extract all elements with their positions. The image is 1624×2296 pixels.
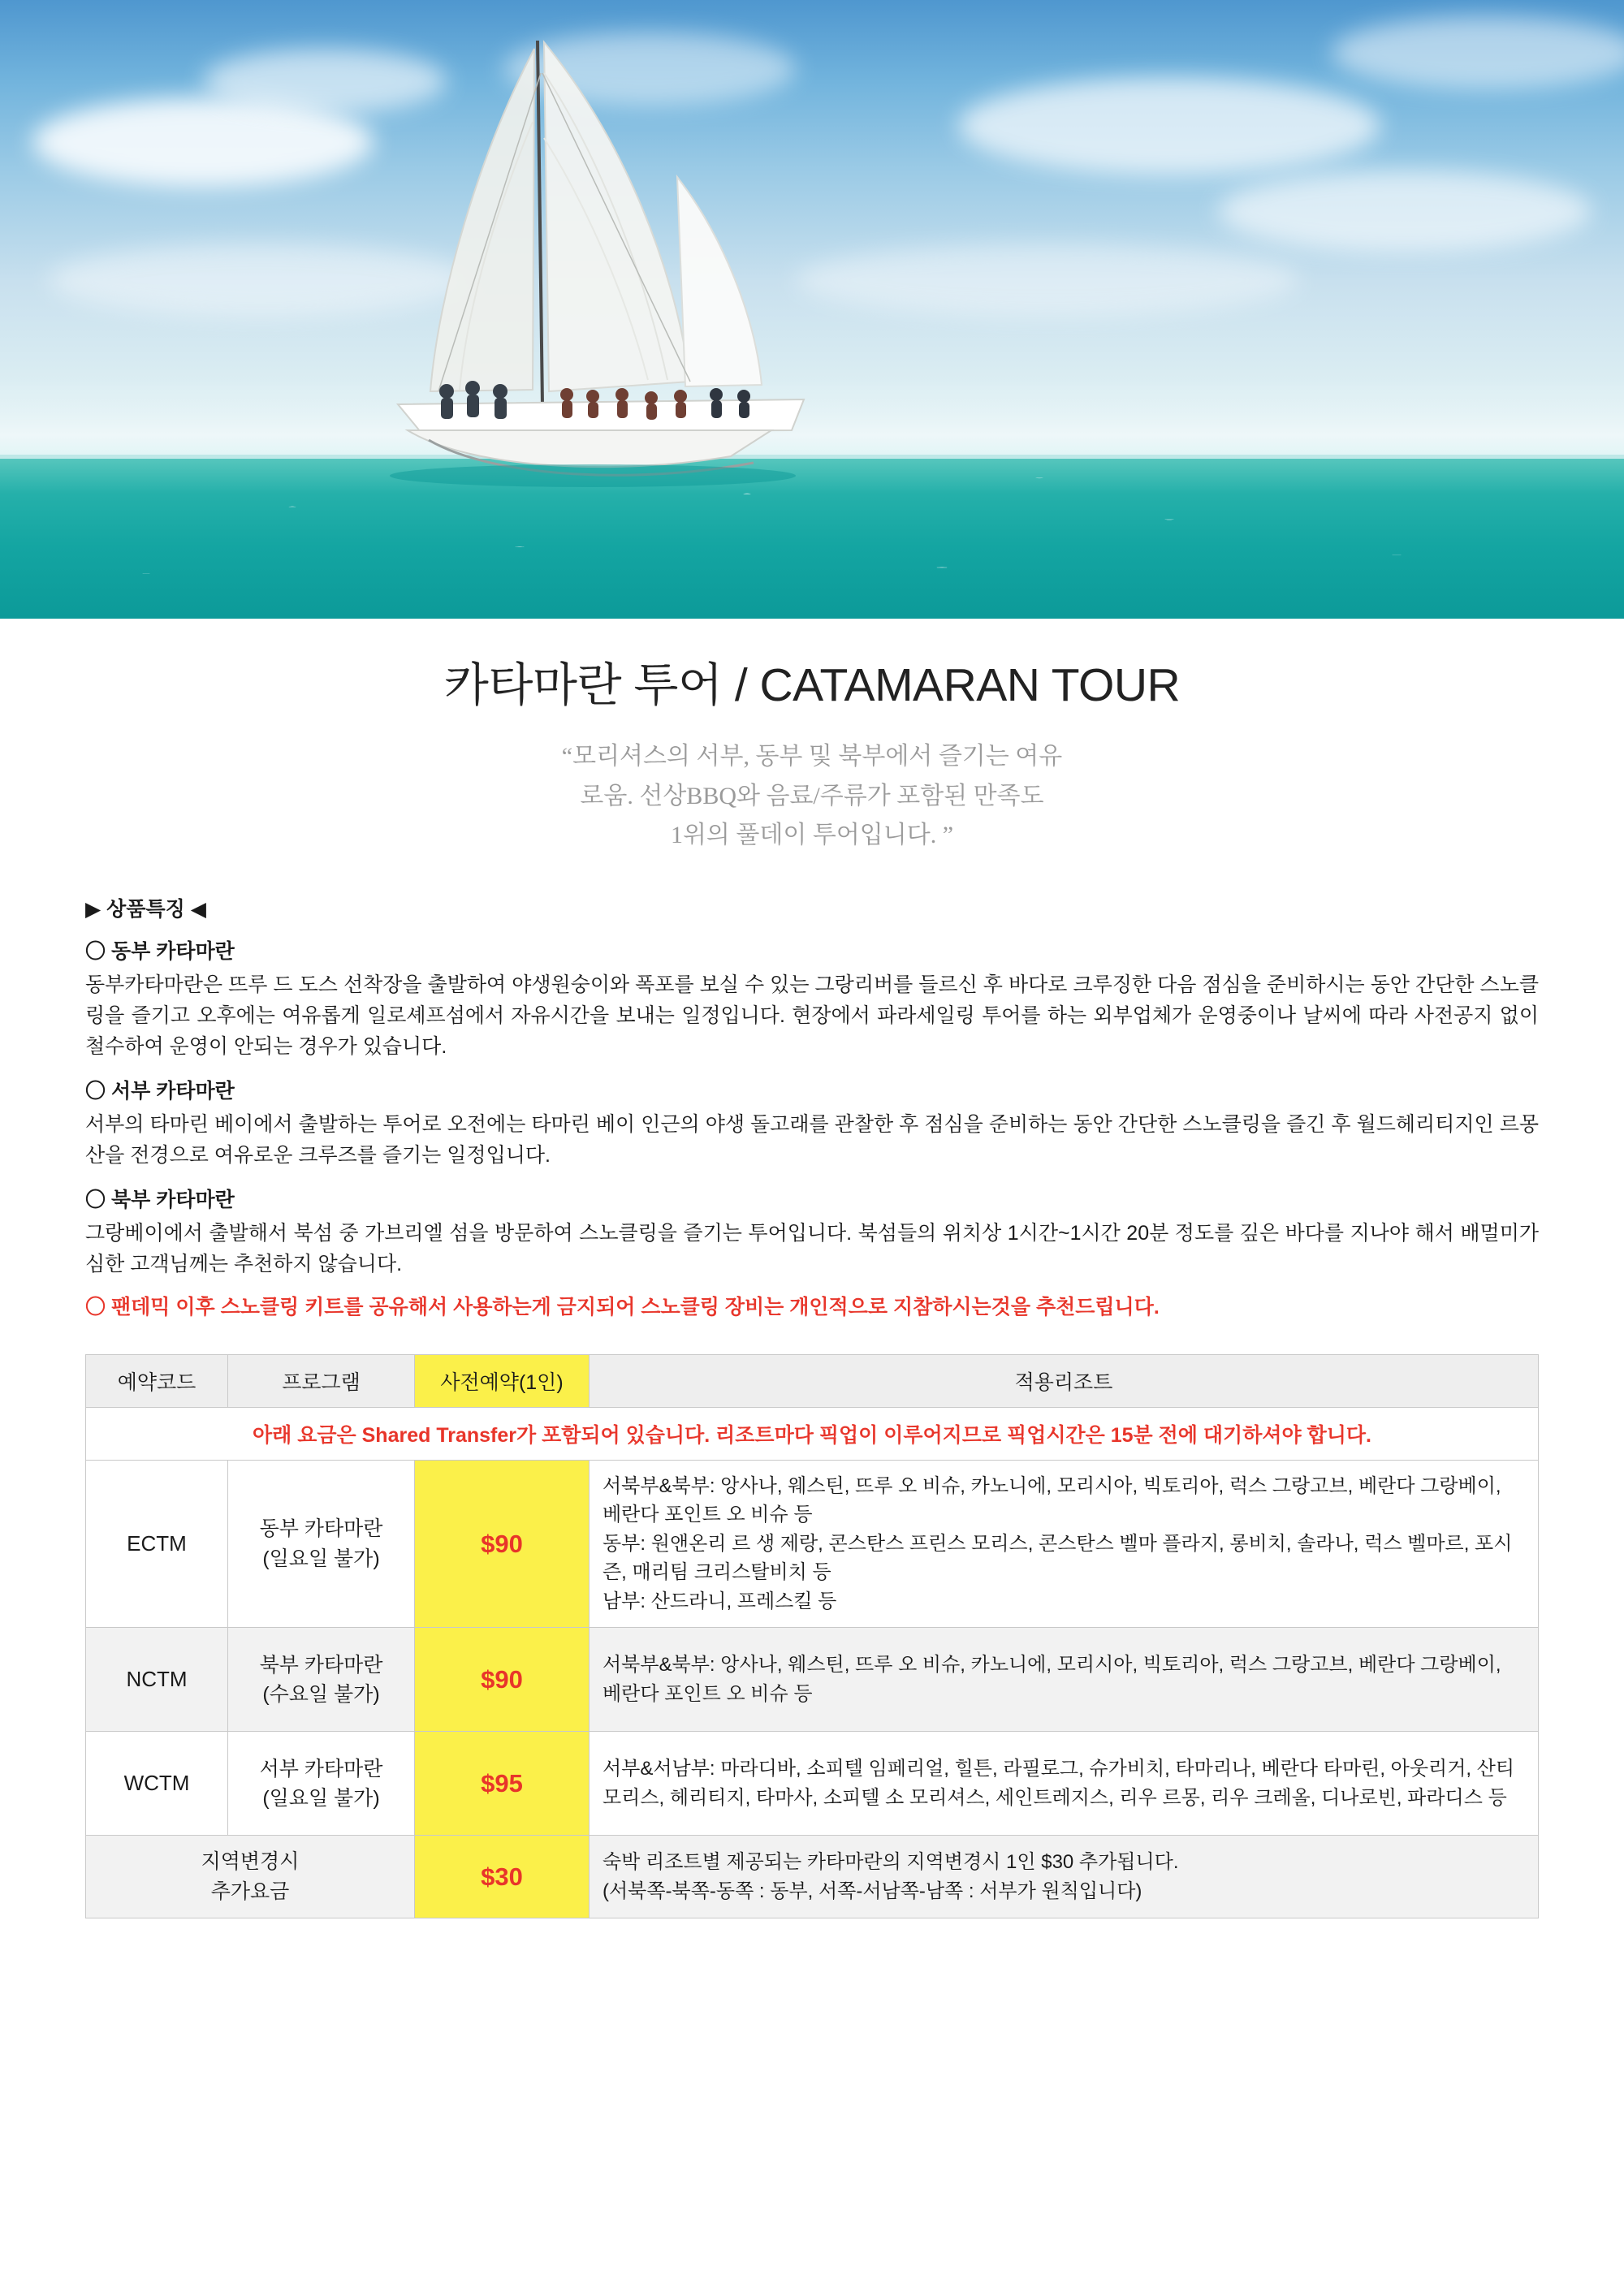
row-program-nctm [228, 1628, 415, 1732]
catamaran-illustration [349, 24, 934, 511]
quote-line-2: 로움. 선상BBQ와 음료/주류가 포함된 만족도 [580, 782, 1044, 809]
resort-line: 서부&서남부: 마라디바, 소피텔 임페리얼, 힐튼, 라필로그, 슈가비치, 타마리나, 베란다 타마린, 아웃리거, 산티모리스, 헤리티지, 타마사, 소피텔 소 모리셔스, 세인트레지스, 리우 르몽, 리우 크레올, 디나로빈, 파라디스 등 [603, 1758, 1515, 1809]
quote-line-1: “모리셔스의 서부, 동부 및 북부에서 즐기는 여유 [561, 743, 1063, 770]
area-change-description [590, 1836, 1539, 1918]
row-resorts-nctm [590, 1628, 1539, 1732]
row-code-nctm: NCTM [86, 1628, 228, 1732]
table-header-row [86, 1354, 1539, 1407]
table-row [86, 1460, 1539, 1628]
hero-image [0, 0, 1624, 619]
area-change-label-line2: 추가요금 [210, 1880, 290, 1903]
row-program-ectm [228, 1460, 415, 1628]
program-name: 서부 카타마란 [259, 1757, 383, 1780]
section-heading-north: 〇 북부 카타마란 [85, 1188, 235, 1211]
header-booking-code: 예약코드 [86, 1354, 228, 1407]
program-note: (일요일 불가) [262, 1786, 380, 1810]
row-price-ectm: $90 [415, 1460, 590, 1628]
price-table [85, 1354, 1539, 1918]
area-change-price: $30 [415, 1836, 590, 1918]
table-row [86, 1732, 1539, 1836]
area-change-label-line1: 지역변경시 [201, 1850, 300, 1874]
resort-line: 서북부&북부: 앙사나, 웨스틴, 뜨루 오 비슈, 카노니에, 모리시아, 빅토리아, 럭스 그랑고브, 베란다 그랑베이, 베란다 포인트 오 비슈 등 [603, 1474, 1501, 1526]
row-resorts-wctm [590, 1732, 1539, 1836]
row-code-ectm: ECTM [86, 1460, 228, 1628]
header-program: 프로그램 [228, 1354, 415, 1407]
transfer-notice-text: 아래 요금은 Shared Transfer가 포함되어 있습니다. 리조트마다 픽업이 이루어지므로 픽업시간은 15분 전에 대기하셔야 합니다. [86, 1407, 1539, 1460]
table-notice-row [86, 1407, 1539, 1460]
resort-line: 서북부&북부: 앙사나, 웨스틴, 뜨루 오 비슈, 카노니에, 모리시아, 빅토리아, 럭스 그랑고브, 베란다 그랑베이, 베란다 포인트 오 비슈 등 [603, 1654, 1501, 1705]
features-heading: ▶ 상품특징 ◀ [85, 897, 206, 921]
row-price-wctm: $95 [415, 1732, 590, 1836]
bottom-spacer [0, 1918, 1624, 2016]
program-name: 동부 카타마란 [259, 1517, 383, 1541]
header-advance-price: 사전예약(1인) [415, 1354, 590, 1407]
page-title: 카타마란 투어 / CATAMARAN TOUR [443, 659, 1181, 711]
row-program-wctm [228, 1732, 415, 1836]
section-body-west: 서부의 타마린 베이에서 출발하는 투어로 오전에는 타마린 베이 인근의 야생 돌고래를 관찰한 후 점심을 준비하는 동안 간단한 스노클링을 즐긴 후 월드헤리티지인 르몽 산을 전경으로 여유로운 크루즈를 즐기는 일정입니다. [85, 1112, 1539, 1167]
intro-quote [365, 737, 1259, 856]
cloud-shape [1332, 16, 1624, 89]
quote-line-3: 1위의 풀데이 투어입니다. ” [670, 822, 954, 849]
section-heading-east: 〇 동부 카타마란 [85, 939, 235, 963]
product-features-section [85, 893, 1539, 1320]
table-row-area-change [86, 1836, 1539, 1918]
program-note: (일요일 불가) [262, 1547, 380, 1570]
cloud-shape [958, 77, 1380, 175]
section-body-north: 그랑베이에서 출발해서 북섬 중 가브리엘 섬을 방문하여 스노클링을 즐기는 투어입니다. 북섬들의 위치상 1시간~1시간 20분 정도를 깊은 바다를 지나야 해서 배멀미가 심한 고객님께는 추천하지 않습니다. [85, 1221, 1539, 1275]
row-code-wctm: WCTM [86, 1732, 228, 1836]
header-applicable-resorts: 적용리조트 [590, 1354, 1539, 1407]
cloud-shape [1218, 170, 1592, 252]
resort-line: 남부: 산드라니, 프레스킬 등 [603, 1590, 837, 1612]
area-change-desc-line2: (서북쪽-북쪽-동쪽 : 동부, 서쪽-서남쪽-남쪽 : 서부가 원칙입니다) [603, 1880, 1142, 1902]
resort-line: 동부: 원앤온리 르 생 제랑, 콘스탄스 프린스 모리스, 콘스탄스 벨마 플라지, 롱비치, 솔라나, 럭스 벨마르, 포시즌, 매리팀 크리스탈비치 등 [603, 1532, 1513, 1584]
row-price-nctm: $90 [415, 1628, 590, 1732]
table-row [86, 1628, 1539, 1732]
section-body-east: 동부카타마란은 뜨루 드 도스 선착장을 출발하여 야생원숭이와 폭포를 보실 수 있는 그랑리버를 들르신 후 바다로 크루징한 다음 점심을 준비하시는 동안 간단한 스노클링을 즐기고 오후에는 여유롭게 일로셰프섬에서 자유시간을 보내는 일정입니다. 현장에서 파라세일링 투어를 하는 외부업체가 운영중이나 날씨에 따라 사전공지 없이 철수하여 운영이 안되는 경우가 있습니다. [85, 973, 1539, 1058]
area-change-label [86, 1836, 415, 1918]
row-resorts-ectm [590, 1460, 1539, 1628]
snorkel-warning-text: 〇 팬데믹 이후 스노클링 키트를 공유해서 사용하는게 금지되어 스노클링 장비는 개인적으로 지참하시는것을 추천드립니다. [85, 1295, 1160, 1318]
program-name: 북부 카타마란 [259, 1653, 383, 1677]
program-note: (수요일 불가) [262, 1682, 380, 1706]
area-change-desc-line1: 숙박 리조트별 제공되는 카타마란의 지역변경시 1인 $30 추가됩니다. [603, 1851, 1179, 1874]
section-heading-west: 〇 서부 카타마란 [85, 1079, 235, 1103]
